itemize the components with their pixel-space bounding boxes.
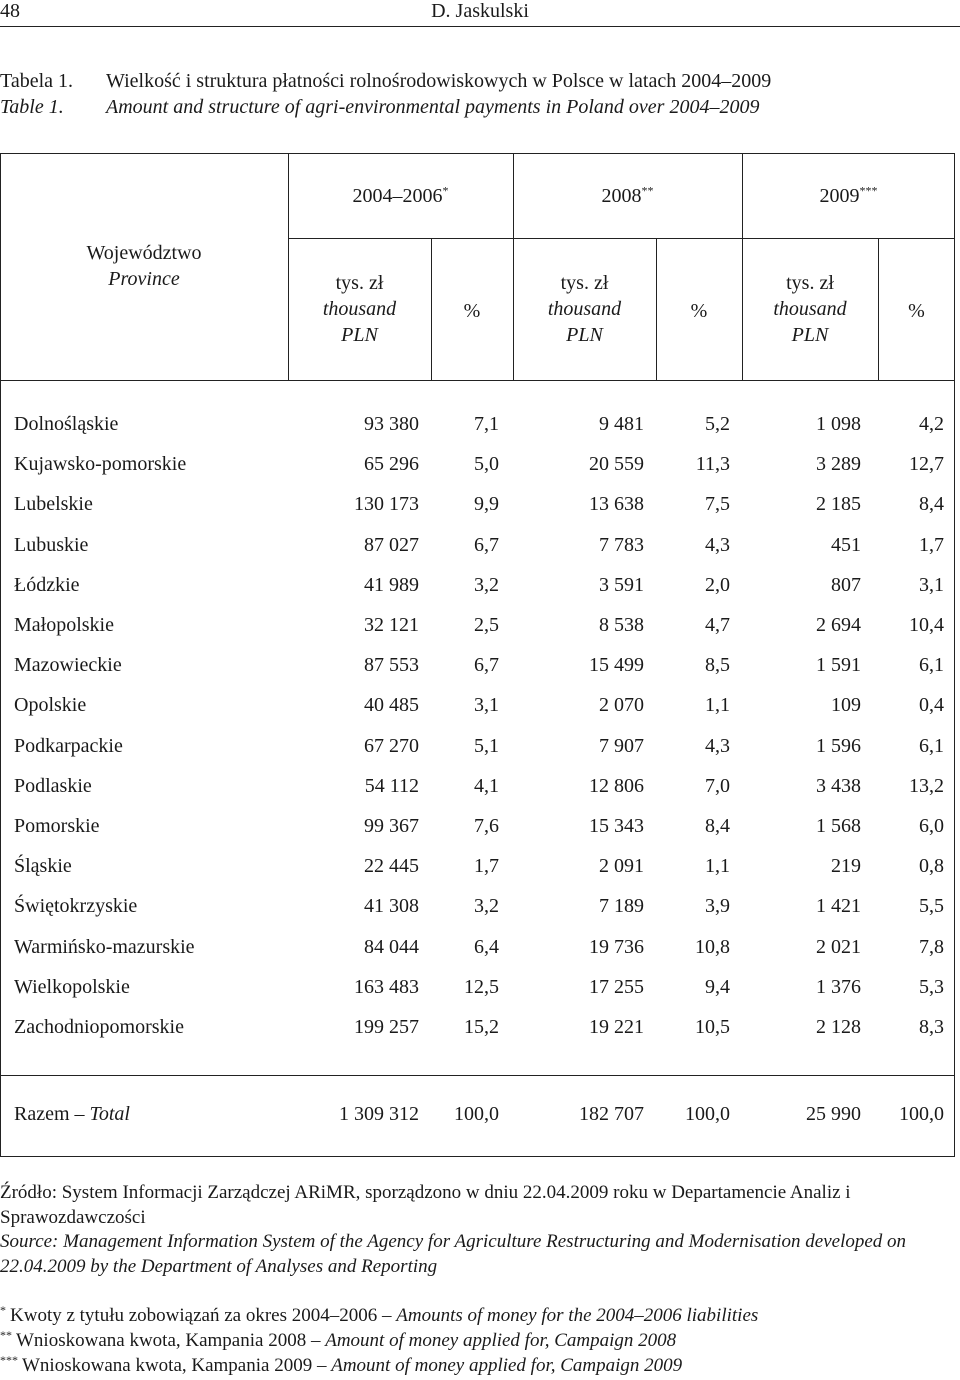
table-cell: 3 438 [816, 774, 861, 797]
table-cell: 0,4 [919, 694, 944, 717]
province-name: Podkarpackie [14, 734, 123, 757]
table-cell: 7 189 [599, 895, 644, 918]
province-name: Lubelskie [14, 493, 93, 516]
table-row [14, 932, 944, 962]
table-cell: 5,2 [705, 413, 730, 435]
table-cell: 7,5 [705, 493, 730, 516]
table-cell: 7,0 [705, 774, 730, 797]
table-cell: 19 221 [589, 1016, 644, 1038]
table-cell: 1 421 [816, 895, 861, 918]
province-name: Małopolskie [14, 614, 114, 636]
table-cell: 10,4 [909, 614, 944, 636]
province-name: Dolnośląskie [14, 413, 119, 435]
percent-header: % [463, 300, 481, 322]
percent-header: % [908, 300, 925, 322]
table-row [14, 530, 944, 560]
table-cell: 6,7 [474, 533, 499, 556]
table-cell: 8,4 [705, 815, 730, 837]
table-cell: 1,7 [474, 855, 499, 878]
table-cell: 7,6 [474, 815, 499, 837]
province-header-pl: Województwo [86, 242, 202, 264]
table-cell: 4,2 [919, 413, 944, 435]
table-cell: 12,7 [909, 453, 944, 476]
footnote-1: * Kwoty z tytułu zobowiązań za okres 2004–2006 – Amounts of money for the 2004–2006 liabilities [0, 1302, 759, 1326]
table-cell: 15 343 [589, 815, 644, 837]
table-cell: 3,2 [474, 573, 499, 596]
unit-header: tys. zł thousand PLN [547, 272, 622, 346]
period-header-2009: 2009*** [819, 183, 878, 207]
table-cell: 1 309 312 [339, 1103, 419, 1125]
table-cell: 5,3 [919, 975, 944, 998]
table-cell: 99 367 [364, 815, 419, 837]
table-row [14, 650, 944, 680]
table-cell: 15,2 [464, 1016, 499, 1038]
footnote-mark: * [442, 183, 449, 198]
table-cell: 5,5 [919, 895, 944, 918]
province-name: Opolskie [14, 694, 87, 717]
table-cell: 3,9 [705, 895, 730, 918]
table-cell: 15 499 [589, 654, 644, 677]
table-cell: 6,1 [919, 654, 944, 677]
table-cell: 2 091 [599, 855, 644, 878]
total-row [14, 1099, 944, 1129]
table-cell: 20 559 [589, 453, 644, 476]
total-label: Razem – Total [14, 1103, 130, 1125]
total-top-rule [0, 1075, 955, 1076]
table-row [14, 449, 944, 479]
table-cell: 100,0 [899, 1103, 944, 1125]
table-cell: 65 296 [364, 453, 419, 476]
table-cell: 8,4 [919, 493, 944, 516]
table-cell: 1,7 [919, 533, 944, 556]
percent-header: % [690, 300, 708, 322]
table-cell: 1 376 [816, 975, 861, 998]
province-name: Podlaskie [14, 774, 92, 797]
province-name: Mazowieckie [14, 654, 122, 677]
table-cell: 12,5 [464, 975, 499, 998]
table-cell: 100,0 [685, 1103, 730, 1125]
table-cell: 32 121 [364, 614, 419, 636]
province-name: Lubuskie [14, 533, 89, 556]
table-cell: 13 638 [589, 493, 644, 516]
table-cell: 41 308 [364, 895, 419, 918]
table-cell: 7 907 [599, 734, 644, 757]
table-cell: 2 694 [816, 614, 861, 636]
province-header [0, 240, 288, 292]
table-cell: 1,1 [705, 855, 730, 878]
province-name: Łódzkie [14, 573, 80, 596]
table-cell: 6,0 [919, 815, 944, 837]
table-cell: 0,8 [919, 855, 944, 878]
table-cell: 451 [831, 533, 861, 556]
unit-header: tys. zł thousand PLN [322, 272, 397, 346]
table-row [14, 731, 944, 761]
province-name: Wielkopolskie [14, 975, 130, 998]
table-cell: 1,1 [705, 694, 730, 717]
table-row [14, 409, 944, 439]
table-cell: 5,1 [474, 734, 499, 757]
table-cell: 1 098 [816, 413, 861, 435]
table-cell: 7,1 [474, 413, 499, 435]
table-row [14, 851, 944, 881]
table-cell: 12 806 [589, 774, 644, 797]
table-cell: 40 485 [364, 694, 419, 717]
footnote-3: *** Wnioskowana kwota, Kampania 2009 – Amount of money applied for, Campaign 2009 [0, 1352, 683, 1376]
table-cell: 163 483 [354, 975, 419, 998]
province-name: Kujawsko-pomorskie [14, 453, 187, 476]
table-cell: 54 112 [364, 774, 419, 797]
unit-header: tys. zł thousand PLN [773, 272, 847, 346]
table-cell: 5,0 [474, 453, 499, 476]
table-row [14, 811, 944, 841]
table-row [14, 690, 944, 720]
table-cell: 87 027 [364, 533, 419, 556]
table-cell: 8 538 [599, 614, 644, 636]
table-cell: 3,1 [474, 694, 499, 717]
table-cell: 11,3 [695, 453, 730, 476]
table-row [14, 891, 944, 921]
page-header [0, 0, 960, 27]
period-header-2004-2006: 2004–2006* [352, 183, 449, 207]
table-cell: 6,4 [474, 935, 499, 958]
table-cell: 2,0 [705, 573, 730, 596]
table-cell: 2,5 [474, 614, 499, 636]
table-cell: 41 989 [364, 573, 419, 596]
table-cell: 2 070 [599, 694, 644, 717]
table-cell: 4,3 [705, 734, 730, 757]
table-cell: 199 257 [354, 1016, 419, 1038]
period-header-2008: 2008** [601, 183, 654, 207]
table-cell: 17 255 [589, 975, 644, 998]
header-bottom-rule [0, 380, 955, 381]
footnote-mark: *** [859, 183, 878, 198]
caption-title-pl: Wielkość i struktura płatności rolnośrodowiskowych w Polsce w latach 2004–2009 [106, 70, 772, 92]
province-name: Pomorskie [14, 815, 100, 837]
table-cell: 7 783 [599, 533, 644, 556]
table-cell: 8,3 [919, 1016, 944, 1038]
table-cell: 2 185 [816, 493, 861, 516]
source-note-en: Source: Management Information System of the Agency for Agriculture Restructuring and Modernisation developed on 22.04.2009 by the Department of Analyses and Reporting [0, 1231, 907, 1277]
table-cell: 2 128 [816, 1016, 861, 1038]
table-cell: 9,9 [474, 493, 499, 516]
table-cell: 1 596 [816, 734, 861, 757]
table-cell: 9 481 [599, 413, 644, 435]
table-cell: 3 289 [816, 453, 861, 476]
table-cell: 807 [831, 573, 861, 596]
caption-label-pl: Tabela 1. [0, 70, 74, 92]
province-name: Zachodniopomorskie [14, 1016, 184, 1038]
table-cell: 4,3 [705, 533, 730, 556]
table-cell: 22 445 [364, 855, 419, 878]
table-row [14, 489, 944, 519]
table-cell: 100,0 [454, 1103, 499, 1125]
table-cell: 9,4 [705, 975, 730, 998]
table-cell: 87 553 [364, 654, 419, 677]
province-header-en: Province [108, 268, 180, 290]
table-cell: 219 [831, 855, 861, 878]
province-name: Śląskie [14, 855, 72, 878]
table-cell: 25 990 [806, 1103, 861, 1125]
province-name: Warmińsko-mazurskie [14, 935, 195, 958]
table-cell: 8,5 [705, 654, 730, 677]
table-row [14, 771, 944, 801]
page-number: 48 [0, 0, 20, 22]
running-head: D. Jaskulski [431, 0, 529, 22]
table-cell: 182 707 [579, 1103, 644, 1125]
table-cell: 10,8 [695, 935, 730, 958]
table-cell: 3,1 [919, 573, 944, 596]
table-cell: 93 380 [364, 413, 419, 435]
table-cell: 6,1 [919, 734, 944, 757]
table-row [14, 570, 944, 600]
caption-title-en: Amount and structure of agri-environmental payments in Poland over 2004–2009 [106, 96, 760, 118]
table-cell: 3 591 [599, 573, 644, 596]
table-cell: 7,8 [919, 935, 944, 958]
footnote-2: ** Wnioskowana kwota, Kampania 2008 – Amount of money applied for, Campaign 2008 [0, 1327, 677, 1351]
table-row [14, 610, 944, 640]
caption-label-en: Table 1. [0, 96, 64, 118]
table-cell: 4,7 [705, 614, 730, 636]
table-row [14, 1012, 944, 1042]
table-cell: 1 591 [816, 654, 861, 677]
table-cell: 13,2 [909, 774, 944, 797]
table-cell: 67 270 [364, 734, 419, 757]
table-cell: 4,1 [474, 774, 499, 797]
table-cell: 19 736 [589, 935, 644, 958]
table-cell: 2 021 [816, 935, 861, 958]
caption-english [0, 96, 759, 119]
table-cell: 130 173 [354, 493, 419, 516]
source-note-pl: Źródło: System Informacji Zarządczej ARiMR, sporządzono w dniu 22.04.2009 roku w Departamencie Analiz i Sprawozdawczości [0, 1182, 851, 1228]
footnote-mark: ** [641, 183, 654, 198]
province-name: Świętokrzyskie [14, 895, 138, 918]
caption-polish [0, 70, 771, 93]
table-cell: 109 [831, 694, 861, 717]
table-cell: 6,7 [474, 654, 499, 677]
table-cell: 3,2 [474, 895, 499, 918]
table-row [14, 972, 944, 1002]
table-cell: 84 044 [364, 935, 419, 958]
header-sub-rule [288, 238, 955, 239]
table-cell: 1 568 [816, 815, 861, 837]
table-cell: 10,5 [695, 1016, 730, 1038]
